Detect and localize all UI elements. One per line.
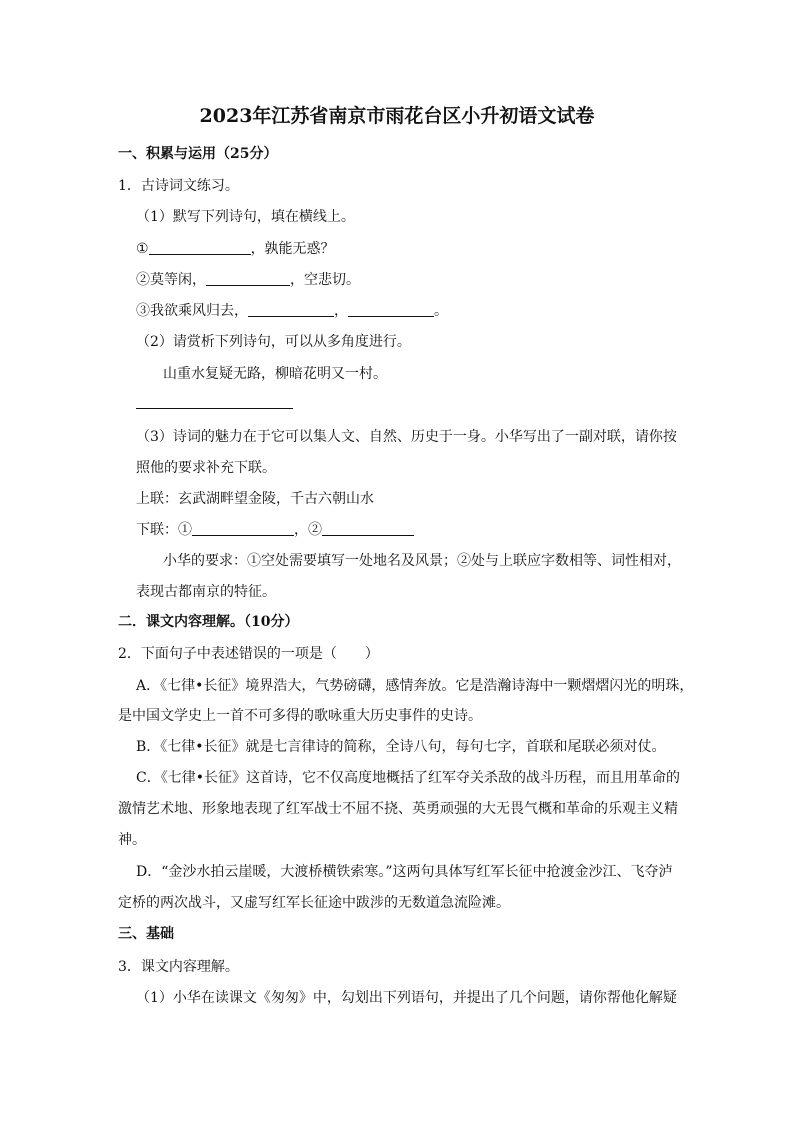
poem-line: 山重水复疑无路，柳暗花明又一村。 (163, 366, 387, 382)
option-c-line-2: 激情艺术地、形象地表现了红军战士不屈不挠、英勇顽强的大无畏气概和革命的乐观主义精 (118, 801, 678, 817)
q1-line-3 (136, 301, 448, 321)
couplet-lower-sep: ，② (294, 522, 322, 538)
q1-line-3-end: 。 (434, 303, 448, 319)
section-3-heading: 三、基础 (118, 926, 174, 942)
couplet-upper: 上联：玄武湖畔望金陵，千古六朝山水 (136, 491, 374, 507)
couplet-lower-prefix: 下联：① (136, 522, 192, 538)
answer-blank[interactable] (322, 520, 414, 536)
answer-blank[interactable] (348, 301, 434, 317)
option-b: B．《七律•长征》就是七言律诗的简称，全诗八句，每句七字，首联和尾联必须对仗。 (136, 739, 666, 755)
answer-blank[interactable] (248, 301, 334, 317)
q1-line-2-prefix: ②莫等闲， (136, 272, 206, 288)
answer-blank[interactable] (206, 270, 290, 286)
q1-part-1: （1）默写下列诗句，填在横线上。 (136, 209, 355, 225)
option-d-line-1: D．“金沙水拍云崖暖，大渡桥横铁索寒。”这两句具体写红军长征中抢渡金沙江、飞夺泸 (136, 864, 673, 880)
option-d-line-2: 定桥的两次战斗，又虚写红军长征途中跋涉的无数道急流险滩。 (118, 895, 510, 911)
q1-part-2: （2）请赏析下列诗句，可以从多角度进行。 (136, 334, 411, 350)
answer-line[interactable] (136, 408, 293, 409)
requirement-line-1: 小华的要求：①空处需要填写一处地名及风景；②处与上联应字数相等、词性相对， (163, 553, 681, 569)
question-2: 2．下面句子中表述错误的一项是（ ） (118, 646, 379, 662)
q1-part-3-line-1: （3）诗词的魅力在于它可以集人文、自然、历史于一身。小华写出了一副对联，请你按 (136, 429, 677, 445)
q1-line-1-prefix: ① (136, 241, 149, 257)
q1-part-3-line-2: 照他的要求补充下联。 (136, 460, 276, 476)
q1-line-2 (136, 270, 360, 290)
q1-line-1 (136, 239, 335, 259)
option-c-line-3: 神。 (118, 832, 146, 848)
q1-line-3-sep: ， (334, 303, 348, 319)
q1-line-3-prefix: ③我欲乘风归去， (136, 303, 248, 319)
requirement-line-2: 表现古都南京的特征。 (136, 584, 276, 600)
answer-blank[interactable] (149, 239, 251, 255)
option-a-line-2: 是中国文学史上一首不可多得的歌咏重大历史事件的史诗。 (118, 708, 482, 724)
option-a-line-1: A．《七律•长征》境界浩大，气势磅礴，感情奔放。它是浩瀚诗海中一颗熠熠闪光的明珠， (136, 678, 694, 694)
q3-part-1: （1）小华在读课文《匆匆》中，勾划出下列语句，并提出了几个问题，请你帮他化解疑 (136, 990, 677, 1006)
question-1: 1．古诗词文练习。 (118, 178, 239, 194)
answer-blank[interactable] (192, 520, 294, 536)
page-title: 2023年江苏省南京市雨花台区小升初语文试卷 (199, 105, 595, 127)
question-3: 3．课文内容理解。 (118, 959, 239, 975)
section-2-heading: 二．课文内容理解。（10分） (118, 614, 299, 630)
q1-line-1-suffix: ，孰能无惑？ (250, 241, 335, 257)
q1-line-2-suffix: ，空悲切。 (290, 272, 360, 288)
option-c-line-1: C．《七律•长征》这首诗，它不仅高度地概括了红军夺关杀敌的战斗历程，而且用革命的 (136, 770, 680, 786)
section-1-heading: 一、积累与运用（25分） (118, 146, 278, 162)
couplet-lower (136, 520, 414, 540)
